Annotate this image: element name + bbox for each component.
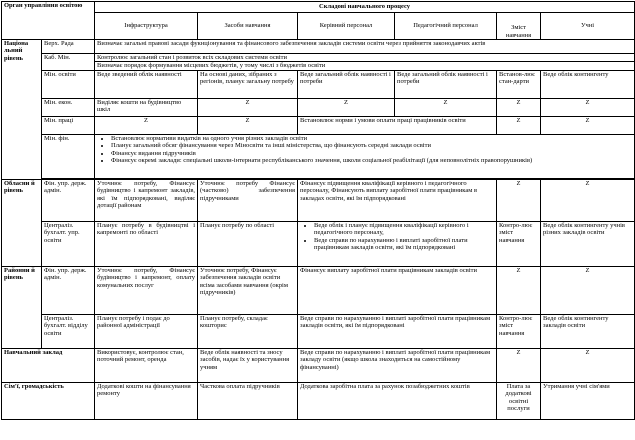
body-rayon-finance: Фін. упр. держ. адмін.: [42, 267, 95, 315]
rayon-fin-students-z: Z: [541, 267, 635, 315]
level-oblast: Обласни й рівень: [2, 180, 42, 267]
header-students: Учні: [541, 13, 635, 40]
oblast-fin-content-z: Z: [497, 180, 541, 222]
body-ministry-education: Мін. освіти: [42, 71, 95, 99]
body-cabinet: Каб. Мін.: [42, 54, 95, 71]
community-infra: Додаткові кошти на фінансування ремонту: [95, 383, 198, 420]
pratsi-students-z: Z: [541, 117, 635, 135]
list-item: • Фінансує окремі заклади: спеціальні школи-інтернати республіканського значення, школи соціальної реабілітації (для неповнолітніх правопорушників): [111, 157, 632, 164]
oblast-fin-students-z: Z: [541, 180, 635, 222]
oblast-cent-staff: [298, 222, 497, 267]
ekon-tools-z: Z: [198, 99, 298, 117]
oblast-cent-content: Контро-лює зміст навчання: [497, 222, 541, 267]
mon-teaching: Веде загальний облік наявності і потреби: [395, 71, 497, 99]
rayon-fin-staff: Фінансує виплату заробітної плати працівникам закладів освіти: [298, 267, 497, 315]
level-rayon: Районни й рівень: [2, 267, 42, 349]
header-organ: Орган управління освітою: [2, 2, 95, 40]
level-community: Сім'ї, громадськість: [2, 383, 95, 420]
pratsi-infra-z: Z: [95, 117, 198, 135]
rayon-cent-content: Контро-лює зміст навчання: [497, 315, 541, 349]
list-item: • Встановлює нормативи видатків на одного учня різних закладів освіти: [111, 135, 632, 142]
finance-duties-list: [97, 135, 632, 164]
oblast-cent-students: Веде облік контингенту учнів різних закладів освіти: [541, 222, 635, 267]
header-management-staff: Керівний персонал: [298, 13, 395, 40]
level-national: Націона льний рівень: [2, 40, 42, 180]
school-infra: Використовує, контролює стан, поточний ремонт, оренда: [95, 349, 198, 383]
rayon-cent-staff: Веде справи по нарахуванню і виплаті заробітної плати працівникам закладів освіти, які їм підпорядковані: [298, 315, 497, 349]
list-item: • Веде облік і планує підвищення кваліфікації керівного і педагогічного персоналу,: [314, 222, 494, 237]
header-content: Зміст навчання: [497, 13, 541, 40]
school-content-z: Z: [497, 349, 541, 383]
rayon-fin-tools: Уточнює потребу, Фінансує забезпечення закладів освіти всіма засобами навчання (окрім підручників): [198, 267, 298, 315]
pratsi-staff-text: Встановлює норми і умови оплати праці працівників освіти: [298, 117, 497, 135]
body-rayon-accounting: Централіз. бухгалт. відділу освіти: [42, 315, 95, 349]
list-item: • Веде справи по нарахуванню і виплаті заробітної плати працівникам закладів освіти, які їм підпорядковані: [314, 237, 494, 252]
body-oblast-accounting: Централіз. бухгалт. упр. освіти: [42, 222, 95, 267]
mon-content: Встанов-лює стан-дарти: [497, 71, 541, 99]
finance-duties: [95, 135, 635, 179]
ekon-students-z: Z: [541, 99, 635, 117]
list-item: • Фінансує видання підручників: [111, 150, 632, 157]
community-content: Плата за додаткові освітні послуги: [497, 383, 541, 420]
mon-students: Веде облік контингенту: [541, 71, 635, 99]
oblast-fin-staff: Фінансує підвищення кваліфікації керівного і педагогічного персоналу, Фінансують виплату заробітної плати працівникам в закладах освіти, які їм підпорядковані: [298, 180, 497, 222]
header-components-group: Складові навчального процесу: [95, 2, 635, 13]
rayon-fin-content-z: Z: [497, 267, 541, 315]
header-infrastructure: Інфраструктура: [95, 13, 198, 40]
oblast-fin-infra: Уточнює потребу, Фінансує будівництво і капремонт закладів, які їм підпорядковані, виділяє дотації районам: [95, 180, 198, 222]
list-item: • Планує загальний обсяг фінансування через Міносвіти та інші міністерства, що фінансують середні заклади освіти: [111, 142, 632, 149]
school-tools: Веде облік наявності та зносу засобів, надає їх у користування учням: [198, 349, 298, 383]
pratsi-content-z: Z: [497, 117, 541, 135]
oblast-cent-staff-list: [300, 222, 494, 251]
school-students-z: Z: [541, 349, 635, 383]
mon-tools: На основі даних, зібраних з регіонів, планує загальну потребу: [198, 71, 298, 99]
cabinet-budget-text: Визначає порядок формування місцевих бюджетів, у тому числі з бюджетів освіти: [97, 62, 326, 70]
verkhovna-rada-text: Визначає загальні правові засади фукнціонування та фінансового забезпечення закладів системи освіти через прийняття законодавчих актів: [95, 40, 635, 54]
cabinet-control-text: Контролює загальний стан і розвиток всіх складових системи освіти: [95, 54, 634, 62]
oblast-cent-infra: Планує потребу в будівництві і капремонті по області: [95, 222, 198, 267]
body-oblast-finance: Фін. упр. держ. адмін.: [42, 180, 95, 222]
mon-management: Веде загальний облік наявності і потреби: [298, 71, 395, 99]
body-verkhovna-rada: Верх. Рада: [42, 40, 95, 54]
ekon-infra: Виділяє кошти на будівництво шкіл: [95, 99, 198, 117]
ekon-content-z: Z: [497, 99, 541, 117]
header-teaching-staff: Педагогічний персонал: [395, 13, 497, 40]
community-staff: Додаткова заробітна плата за рахунок позабюджетних коштів: [298, 383, 497, 420]
cabinet-text: [95, 54, 635, 71]
rayon-fin-infra: Уточнює потребу, Фінансує будівництво і капремонт, оплату комунальних послуг: [95, 267, 198, 315]
oblast-cent-tools: Планує потребу по області: [198, 222, 298, 267]
level-school: Навчальний заклад: [2, 349, 95, 383]
body-ministry-economy: Мін. екон.: [42, 99, 95, 117]
header-teaching-tools: Засоби навчання: [198, 13, 298, 40]
mon-infra: Веде зведений облік наявності: [95, 71, 198, 99]
rayon-cent-students: Веде облік контингенту закладів освіти: [541, 315, 635, 349]
pratsi-tools-z: Z: [198, 117, 298, 135]
education-funding-table: [1, 1, 635, 420]
oblast-fin-tools: Уточнює потребу Фінансує (частково) забезпечення підручниками: [198, 180, 298, 222]
ekon-teaching-z: Z: [395, 99, 497, 117]
community-tools: Часткова оплата підручників: [198, 383, 298, 420]
community-students: Утримання учні сім'ями: [541, 383, 635, 420]
ekon-management-z: Z: [298, 99, 395, 117]
school-staff: Веде справи по нарахуванню і виплаті заробітної плати працівникам закладу освіти (якщо школа знаходиться на самостійному фінансуванні): [298, 349, 497, 383]
body-ministry-labour: Мін. праці: [42, 117, 95, 135]
rayon-cent-infra: Планує потребу і подає до районної адміністрації: [95, 315, 198, 349]
body-ministry-finance: Мін. фін.: [42, 135, 95, 179]
rayon-cent-tools: Планує потребу, складає кошторис: [198, 315, 298, 349]
